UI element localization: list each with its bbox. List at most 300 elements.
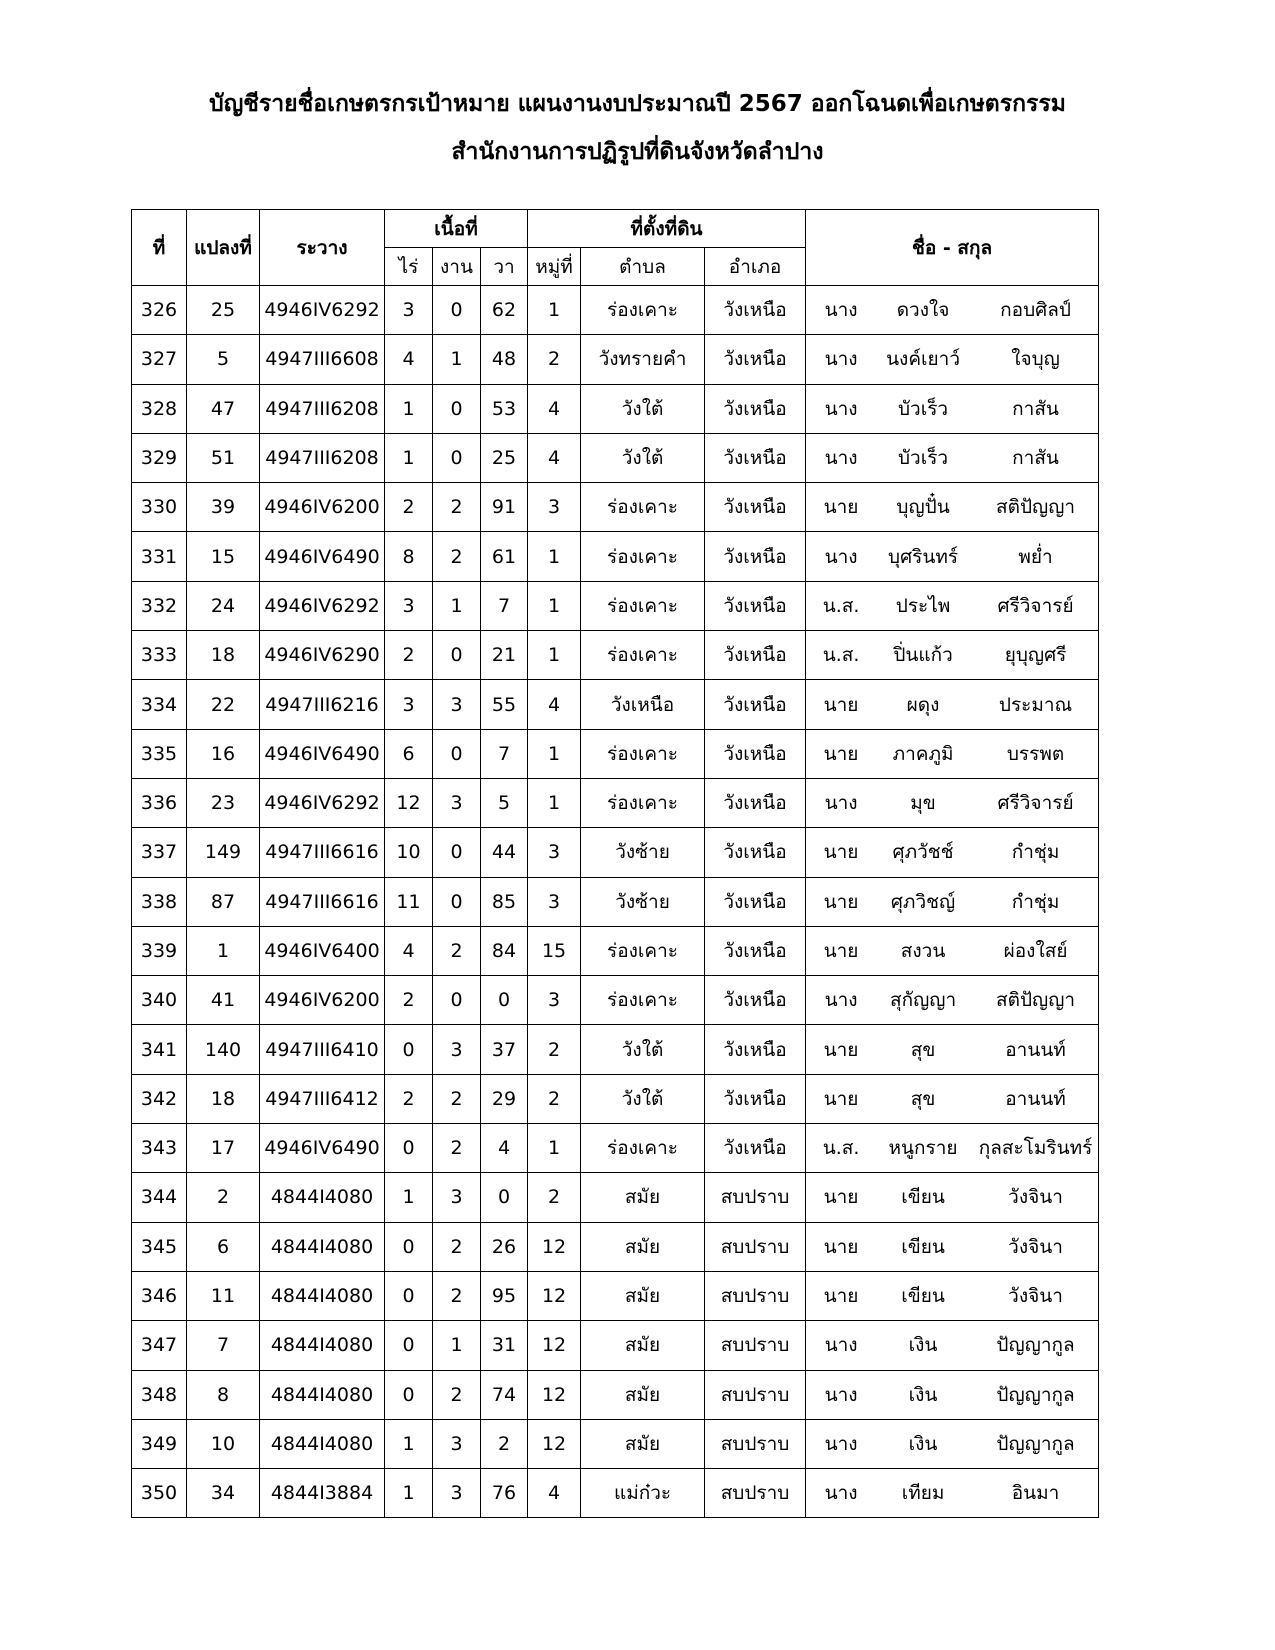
cell-ngan: 0 [433, 286, 481, 335]
cell-no: 328 [132, 384, 187, 433]
cell-parcel: 149 [187, 828, 260, 877]
cell-amphoe: วังเหนือ [705, 729, 806, 778]
cell-sheet: 4844I4080 [260, 1370, 385, 1419]
cell-tambon: ร่องเคาะ [581, 483, 705, 532]
first-name: ผดุง [906, 693, 940, 716]
cell-moo: 1 [528, 581, 581, 630]
table-row [132, 926, 1099, 975]
cell-sheet: 4946IV6200 [260, 483, 385, 532]
cell-ngan: 0 [433, 631, 481, 680]
cell-sheet: 4946IV6292 [260, 286, 385, 335]
name-prefix: น.ส. [822, 594, 860, 617]
cell-no: 346 [132, 1271, 187, 1320]
cell-parcel: 47 [187, 384, 260, 433]
last-name: ศรีวิจารย์ [997, 792, 1074, 815]
cell-amphoe: วังเหนือ [705, 581, 806, 630]
cell-rai: 2 [385, 483, 433, 532]
cell-parcel: 51 [187, 433, 260, 482]
cell-name [806, 1124, 1099, 1173]
cell-amphoe: วังเหนือ [705, 778, 806, 827]
cell-rai: 12 [385, 778, 433, 827]
cell-sheet: 4946IV6400 [260, 926, 385, 975]
cell-parcel: 41 [187, 976, 260, 1025]
last-name: ปัญญากูล [996, 1432, 1075, 1455]
cell-no: 326 [132, 286, 187, 335]
name-prefix: นาย [823, 742, 859, 765]
table-row [132, 286, 1099, 335]
cell-tambon: วังใต้ [581, 384, 705, 433]
last-name: กาสัน [1012, 447, 1059, 470]
cell-moo: 1 [528, 778, 581, 827]
cell-ngan: 0 [433, 729, 481, 778]
header-sheet: ระวาง [260, 210, 385, 286]
cell-rai: 0 [385, 1370, 433, 1419]
first-name: สุข [910, 1087, 936, 1110]
cell-sheet: 4844I4080 [260, 1271, 385, 1320]
cell-no: 337 [132, 828, 187, 877]
cell-moo: 2 [528, 1074, 581, 1123]
cell-rai: 1 [385, 1469, 433, 1518]
cell-amphoe: วังเหนือ [705, 1025, 806, 1074]
table-row [132, 1222, 1099, 1271]
cell-tambon: ร่องเคาะ [581, 1124, 705, 1173]
cell-no: 343 [132, 1124, 187, 1173]
cell-rai: 2 [385, 1074, 433, 1123]
cell-sheet: 4946IV6290 [260, 631, 385, 680]
cell-parcel: 18 [187, 1074, 260, 1123]
last-name: กาสัน [1012, 397, 1059, 420]
first-name: เงิน [908, 1432, 938, 1455]
cell-no: 340 [132, 976, 187, 1025]
cell-amphoe: สบปราบ [705, 1469, 806, 1518]
cell-wa: 95 [481, 1271, 528, 1320]
table-row [132, 828, 1099, 877]
cell-moo: 12 [528, 1419, 581, 1468]
cell-ngan: 1 [433, 1321, 481, 1370]
cell-moo: 12 [528, 1370, 581, 1419]
cell-sheet: 4947III6216 [260, 680, 385, 729]
cell-amphoe: สบปราบ [705, 1173, 806, 1222]
cell-sheet: 4946IV6490 [260, 1124, 385, 1173]
first-name: เทียม [901, 1482, 945, 1505]
cell-no: 333 [132, 631, 187, 680]
cell-name [806, 335, 1099, 384]
cell-name [806, 976, 1099, 1025]
cell-rai: 8 [385, 532, 433, 581]
table-row [132, 1271, 1099, 1320]
name-prefix: นาย [823, 841, 859, 864]
cell-tambon: สมัย [581, 1173, 705, 1222]
name-prefix: นาย [823, 1285, 859, 1308]
name-prefix: นาย [823, 1186, 859, 1209]
cell-ngan: 2 [433, 483, 481, 532]
cell-moo: 15 [528, 926, 581, 975]
cell-tambon: ร่องเคาะ [581, 581, 705, 630]
cell-wa: 7 [481, 581, 528, 630]
last-name: ปัญญากูล [996, 1383, 1075, 1406]
cell-tambon: ร่องเคาะ [581, 286, 705, 335]
cell-wa: 85 [481, 877, 528, 926]
cell-wa: 2 [481, 1419, 528, 1468]
cell-name [806, 384, 1099, 433]
cell-moo: 4 [528, 680, 581, 729]
cell-parcel: 15 [187, 532, 260, 581]
cell-amphoe: วังเหนือ [705, 335, 806, 384]
cell-tambon: ร่องเคาะ [581, 976, 705, 1025]
last-name: อานนท์ [1005, 1038, 1066, 1061]
cell-amphoe: สบปราบ [705, 1321, 806, 1370]
cell-rai: 2 [385, 631, 433, 680]
cell-tambon: วังใต้ [581, 433, 705, 482]
cell-rai: 4 [385, 926, 433, 975]
cell-wa: 29 [481, 1074, 528, 1123]
table-row [132, 729, 1099, 778]
name-prefix: น.ส. [822, 1137, 860, 1160]
cell-no: 344 [132, 1173, 187, 1222]
last-name: ใจบุญ [1011, 348, 1060, 371]
cell-no: 350 [132, 1469, 187, 1518]
cell-moo: 3 [528, 877, 581, 926]
cell-wa: 76 [481, 1469, 528, 1518]
cell-ngan: 2 [433, 1370, 481, 1419]
last-name: สติปัญญา [996, 496, 1076, 519]
cell-amphoe: สบปราบ [705, 1222, 806, 1271]
last-name: ยุบุญศรี [1004, 644, 1067, 667]
cell-name [806, 1074, 1099, 1123]
cell-name [806, 828, 1099, 877]
name-prefix: นาง [824, 447, 858, 470]
cell-moo: 4 [528, 433, 581, 482]
table-row [132, 1469, 1099, 1518]
name-prefix: นาง [824, 1482, 858, 1505]
first-name: หนูกราย [888, 1137, 958, 1160]
first-name: สุข [910, 1038, 936, 1061]
name-prefix: น.ส. [822, 644, 860, 667]
header-name: ชื่อ - สกุล [806, 210, 1099, 286]
cell-sheet: 4946IV6200 [260, 976, 385, 1025]
cell-moo: 1 [528, 532, 581, 581]
name-prefix: นาย [823, 1087, 859, 1110]
table-row [132, 976, 1099, 1025]
cell-ngan: 2 [433, 1222, 481, 1271]
last-name: พย่ำ [1018, 545, 1053, 568]
cell-moo: 1 [528, 631, 581, 680]
last-name: กำชุ่ม [1011, 890, 1060, 913]
cell-rai: 3 [385, 680, 433, 729]
first-name: ภาคภูมิ [892, 742, 954, 765]
cell-name [806, 532, 1099, 581]
cell-name [806, 483, 1099, 532]
cell-parcel: 23 [187, 778, 260, 827]
cell-wa: 44 [481, 828, 528, 877]
cell-ngan: 3 [433, 1025, 481, 1074]
cell-moo: 3 [528, 976, 581, 1025]
cell-moo: 12 [528, 1321, 581, 1370]
cell-ngan: 3 [433, 778, 481, 827]
cell-amphoe: วังเหนือ [705, 926, 806, 975]
cell-tambon: วังซ้าย [581, 828, 705, 877]
cell-amphoe: วังเหนือ [705, 286, 806, 335]
cell-wa: 48 [481, 335, 528, 384]
cell-rai: 4 [385, 335, 433, 384]
cell-ngan: 1 [433, 581, 481, 630]
cell-no: 334 [132, 680, 187, 729]
name-prefix: นาย [823, 890, 859, 913]
cell-ngan: 3 [433, 1469, 481, 1518]
last-name: วังจินา [1008, 1186, 1063, 1209]
table-row [132, 1370, 1099, 1419]
cell-sheet: 4946IV6292 [260, 581, 385, 630]
cell-no: 327 [132, 335, 187, 384]
cell-parcel: 24 [187, 581, 260, 630]
cell-parcel: 11 [187, 1271, 260, 1320]
cell-parcel: 22 [187, 680, 260, 729]
cell-wa: 25 [481, 433, 528, 482]
cell-name [806, 729, 1099, 778]
cell-ngan: 0 [433, 976, 481, 1025]
cell-amphoe: สบปราบ [705, 1271, 806, 1320]
cell-parcel: 25 [187, 286, 260, 335]
name-prefix: นาย [823, 693, 859, 716]
cell-parcel: 6 [187, 1222, 260, 1271]
cell-ngan: 3 [433, 1419, 481, 1468]
cell-sheet: 4946IV6490 [260, 729, 385, 778]
cell-name [806, 1419, 1099, 1468]
cell-moo: 2 [528, 1173, 581, 1222]
farmer-registry-table [131, 209, 1099, 1518]
table-row [132, 1074, 1099, 1123]
last-name: ปัญญากูล [996, 1334, 1075, 1357]
cell-ngan: 0 [433, 384, 481, 433]
cell-amphoe: วังเหนือ [705, 680, 806, 729]
name-prefix: นาง [824, 989, 858, 1012]
cell-no: 345 [132, 1222, 187, 1271]
cell-rai: 0 [385, 1222, 433, 1271]
last-name: กอบศิลป์ [1000, 299, 1071, 322]
cell-sheet: 4947III6616 [260, 877, 385, 926]
cell-no: 329 [132, 433, 187, 482]
cell-moo: 12 [528, 1222, 581, 1271]
cell-amphoe: วังเหนือ [705, 483, 806, 532]
header-area: เนื้อที่ [385, 210, 528, 248]
cell-name [806, 581, 1099, 630]
cell-sheet: 4947III6608 [260, 335, 385, 384]
header-location: ที่ตั้งที่ดิน [528, 210, 806, 248]
first-name: นงค์เยาว์ [886, 348, 961, 371]
cell-parcel: 10 [187, 1419, 260, 1468]
cell-moo: 1 [528, 1124, 581, 1173]
last-name: วังจินา [1008, 1285, 1063, 1308]
cell-wa: 91 [481, 483, 528, 532]
document-title: บัญชีรายชื่อเกษตรกรเป้าหมาย แผนงานงบประมาณปี 2567 ออกโฉนดเพื่อเกษตรกรรม [209, 91, 1066, 117]
cell-name [806, 433, 1099, 482]
cell-tambon: วังซ้าย [581, 877, 705, 926]
cell-tambon: แม่ก๋วะ [581, 1469, 705, 1518]
table-row [132, 1173, 1099, 1222]
cell-sheet: 4844I4080 [260, 1321, 385, 1370]
cell-ngan: 2 [433, 1074, 481, 1123]
last-name: สติปัญญา [996, 989, 1076, 1012]
cell-no: 331 [132, 532, 187, 581]
cell-sheet: 4844I4080 [260, 1173, 385, 1222]
first-name: ปิ่นแก้ว [893, 644, 953, 667]
cell-wa: 21 [481, 631, 528, 680]
name-prefix: นาง [824, 1334, 858, 1357]
table-body [132, 286, 1099, 1518]
cell-moo: 4 [528, 384, 581, 433]
cell-wa: 5 [481, 778, 528, 827]
first-name: บัวเร็ว [897, 397, 949, 420]
cell-rai: 0 [385, 1271, 433, 1320]
name-prefix: นาง [824, 1432, 858, 1455]
cell-amphoe: วังเหนือ [705, 433, 806, 482]
header-moo: หมู่ที่ [528, 248, 581, 286]
cell-tambon: วังใต้ [581, 1025, 705, 1074]
cell-sheet: 4947III6412 [260, 1074, 385, 1123]
cell-ngan: 0 [433, 433, 481, 482]
cell-sheet: 4947III6208 [260, 433, 385, 482]
table-row [132, 778, 1099, 827]
table-row [132, 877, 1099, 926]
cell-no: 338 [132, 877, 187, 926]
cell-sheet: 4947III6616 [260, 828, 385, 877]
cell-ngan: 2 [433, 1124, 481, 1173]
cell-no: 335 [132, 729, 187, 778]
cell-amphoe: สบปราบ [705, 1370, 806, 1419]
last-name: ศรีวิจารย์ [997, 594, 1074, 617]
cell-parcel: 87 [187, 877, 260, 926]
cell-no: 332 [132, 581, 187, 630]
cell-ngan: 0 [433, 828, 481, 877]
cell-wa: 61 [481, 532, 528, 581]
first-name: สงวน [900, 940, 946, 962]
cell-wa: 4 [481, 1124, 528, 1173]
cell-name [806, 926, 1099, 975]
cell-ngan: 2 [433, 532, 481, 581]
cell-no: 347 [132, 1321, 187, 1370]
cell-ngan: 0 [433, 877, 481, 926]
cell-sheet: 4946IV6490 [260, 532, 385, 581]
cell-rai: 0 [385, 1321, 433, 1370]
first-name: มุข [910, 792, 936, 815]
cell-parcel: 18 [187, 631, 260, 680]
cell-tambon: สมัย [581, 1419, 705, 1468]
cell-tambon: สมัย [581, 1222, 705, 1271]
table-row [132, 1025, 1099, 1074]
cell-tambon: วังเหนือ [581, 680, 705, 729]
cell-wa: 26 [481, 1222, 528, 1271]
cell-amphoe: วังเหนือ [705, 631, 806, 680]
cell-tambon: ร่องเคาะ [581, 631, 705, 680]
name-prefix: นาง [824, 545, 858, 568]
cell-parcel: 34 [187, 1469, 260, 1518]
cell-amphoe: วังเหนือ [705, 828, 806, 877]
cell-parcel: 7 [187, 1321, 260, 1370]
name-prefix: นาย [823, 1038, 859, 1061]
cell-name [806, 1469, 1099, 1518]
cell-ngan: 3 [433, 1173, 481, 1222]
cell-parcel: 16 [187, 729, 260, 778]
cell-wa: 53 [481, 384, 528, 433]
cell-moo: 2 [528, 1025, 581, 1074]
last-name: กุลสะโมรินทร์ [978, 1137, 1093, 1160]
cell-rai: 3 [385, 286, 433, 335]
table-header [132, 210, 1099, 286]
table-row [132, 680, 1099, 729]
name-prefix: นาง [824, 299, 858, 322]
cell-rai: 1 [385, 1419, 433, 1468]
header-tambon: ตำบล [581, 248, 705, 286]
cell-wa: 0 [481, 976, 528, 1025]
name-prefix: นาย [823, 940, 859, 962]
cell-no: 348 [132, 1370, 187, 1419]
cell-wa: 7 [481, 729, 528, 778]
cell-parcel: 140 [187, 1025, 260, 1074]
name-prefix: นาย [823, 496, 859, 519]
cell-wa: 31 [481, 1321, 528, 1370]
cell-moo: 1 [528, 729, 581, 778]
cell-wa: 62 [481, 286, 528, 335]
last-name: ผ่องใสย์ [1003, 940, 1068, 962]
cell-sheet: 4844I4080 [260, 1222, 385, 1271]
cell-moo: 1 [528, 286, 581, 335]
cell-rai: 1 [385, 384, 433, 433]
header-no: ที่ [132, 210, 187, 286]
cell-ngan: 3 [433, 680, 481, 729]
cell-rai: 1 [385, 1173, 433, 1222]
cell-ngan: 2 [433, 1271, 481, 1320]
last-name: อินมา [1011, 1482, 1060, 1505]
cell-rai: 1 [385, 433, 433, 482]
cell-moo: 3 [528, 483, 581, 532]
table-row [132, 532, 1099, 581]
cell-parcel: 5 [187, 335, 260, 384]
cell-name [806, 1025, 1099, 1074]
cell-name [806, 1222, 1099, 1271]
last-name: กำชุ่ม [1011, 841, 1060, 864]
cell-name [806, 1370, 1099, 1419]
cell-parcel: 2 [187, 1173, 260, 1222]
name-prefix: นาง [824, 348, 858, 371]
cell-no: 330 [132, 483, 187, 532]
cell-parcel: 17 [187, 1124, 260, 1173]
cell-ngan: 1 [433, 335, 481, 384]
cell-wa: 0 [481, 1173, 528, 1222]
header-amphoe: อำเภอ [705, 248, 806, 286]
table-row [132, 581, 1099, 630]
cell-tambon: วังใต้ [581, 1074, 705, 1123]
header-ngan: งาน [433, 248, 481, 286]
first-name: เงิน [908, 1383, 938, 1406]
document-subtitle: สำนักงานการปฏิรูปที่ดินจังหวัดลำปาง [451, 139, 824, 165]
table-row [132, 1321, 1099, 1370]
table-row [132, 631, 1099, 680]
first-name: ศุภวัชช์ [892, 841, 954, 864]
cell-moo: 12 [528, 1271, 581, 1320]
cell-name [806, 1271, 1099, 1320]
cell-no: 339 [132, 926, 187, 975]
cell-no: 342 [132, 1074, 187, 1123]
first-name: เขียน [901, 1285, 945, 1308]
cell-ngan: 2 [433, 926, 481, 975]
cell-amphoe: วังเหนือ [705, 1074, 806, 1123]
cell-amphoe: วังเหนือ [705, 877, 806, 926]
last-name: วังจินา [1008, 1235, 1063, 1258]
header-parcel: แปลงที่ [187, 210, 260, 286]
cell-parcel: 39 [187, 483, 260, 532]
cell-amphoe: วังเหนือ [705, 384, 806, 433]
cell-name [806, 1173, 1099, 1222]
